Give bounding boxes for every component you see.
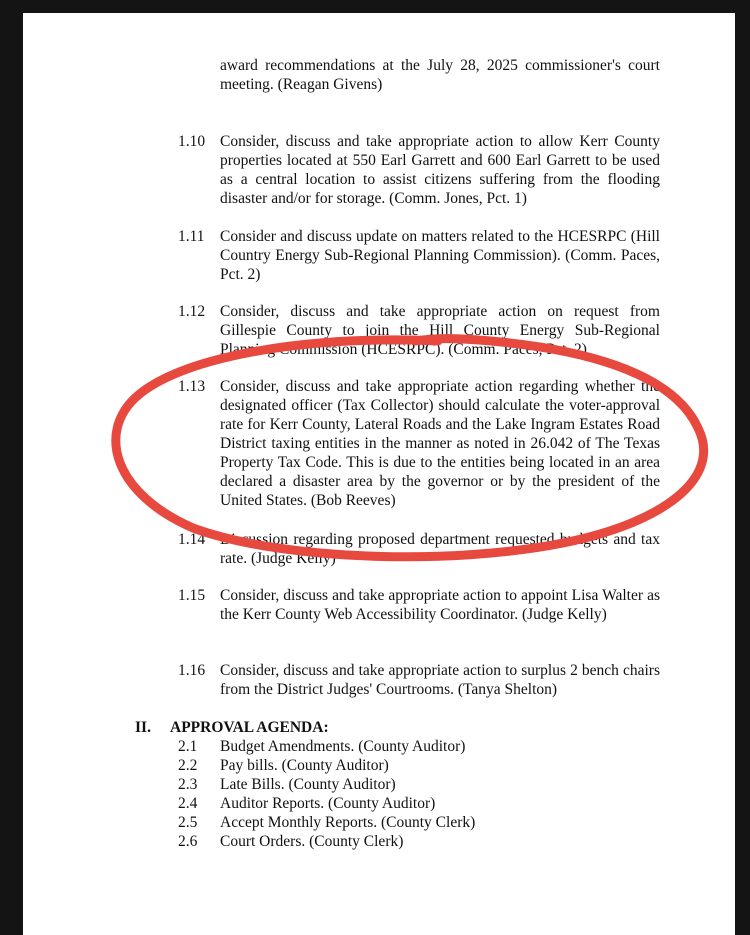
item-text: Discussion regarding proposed department requested budgets and tax rate. (Judge Kelly) (220, 531, 660, 567)
item-number: 1.11 (178, 228, 205, 245)
sub-item-text: Budget Amendments. (County Auditor) (220, 738, 466, 755)
document-page (23, 13, 735, 935)
sub-item-text: Late Bills. (County Auditor) (220, 776, 396, 793)
agenda-document (23, 13, 735, 935)
sub-item-number: 2.5 (178, 814, 198, 831)
sub-item-number: 2.4 (178, 795, 198, 812)
item-text: Consider, discuss and take appropriate action regarding whether the designated officer (Tax Collector) should calculate the voter-approval rate for Kerr County, Lateral Roads and the Lake Ingram Estates Road District taxing entities in the manner as noted in 26.042 of The Texas Property Tax Code. This is due to the entities being located in an area declared a disaster area by the governor or by the president of the United States. (Bob Reeves) (220, 378, 660, 509)
sub-item-number: 2.1 (178, 738, 198, 755)
sub-item-number: 2.2 (178, 757, 198, 774)
sub-item-text: Court Orders. (County Clerk) (220, 833, 404, 850)
item-text: Consider, discuss and take appropriate action to appoint Lisa Walter as the Kerr County Web Accessibility Coordinator. (Judge Kelly) (220, 587, 660, 623)
item-number: 1.13 (178, 378, 206, 395)
item-number: 1.15 (178, 587, 206, 604)
item-number: 1.16 (178, 662, 206, 679)
sub-item-text: Auditor Reports. (County Auditor) (220, 795, 436, 812)
item-text: Consider, discuss and take appropriate action to allow Kerr County properties located at 550 Earl Garrett and 600 Earl Garrett to be used as a central location to assist citizens suffering from the flooding disaster and/or for storage. (Comm. Jones, Pct. 1) (220, 133, 660, 207)
item-text: Consider and discuss update on matters related to the HCESRPC (Hill Country Energy Sub-Regional Planning Commission). (Comm. Paces, Pct. 2) (220, 228, 660, 283)
carryover-text: award recommendations at the July 28, 2025 commissioner's court meeting. (Reagan Givens) (220, 57, 660, 93)
item-text: Consider, discuss and take appropriate action on request from Gillespie County to join the Hill County Energy Sub-Regional Planning Commission (HCESRPC). (Comm. Paces, Pct. 2) (220, 303, 660, 358)
sub-item-number: 2.6 (178, 833, 198, 850)
sub-item-text: Pay bills. (County Auditor) (220, 757, 389, 774)
item-number: 1.14 (178, 531, 206, 548)
sub-item-number: 2.3 (178, 776, 198, 793)
item-text: Consider, discuss and take appropriate action to surplus 2 bench chairs from the District Judges' Courtrooms. (Tanya Shelton) (220, 662, 660, 698)
section-number: II. (135, 719, 151, 736)
item-number: 1.12 (178, 303, 206, 320)
item-number: 1.10 (178, 133, 206, 150)
sub-item-text: Accept Monthly Reports. (County Clerk) (220, 814, 476, 831)
section-title: APPROVAL AGENDA: (170, 719, 329, 736)
